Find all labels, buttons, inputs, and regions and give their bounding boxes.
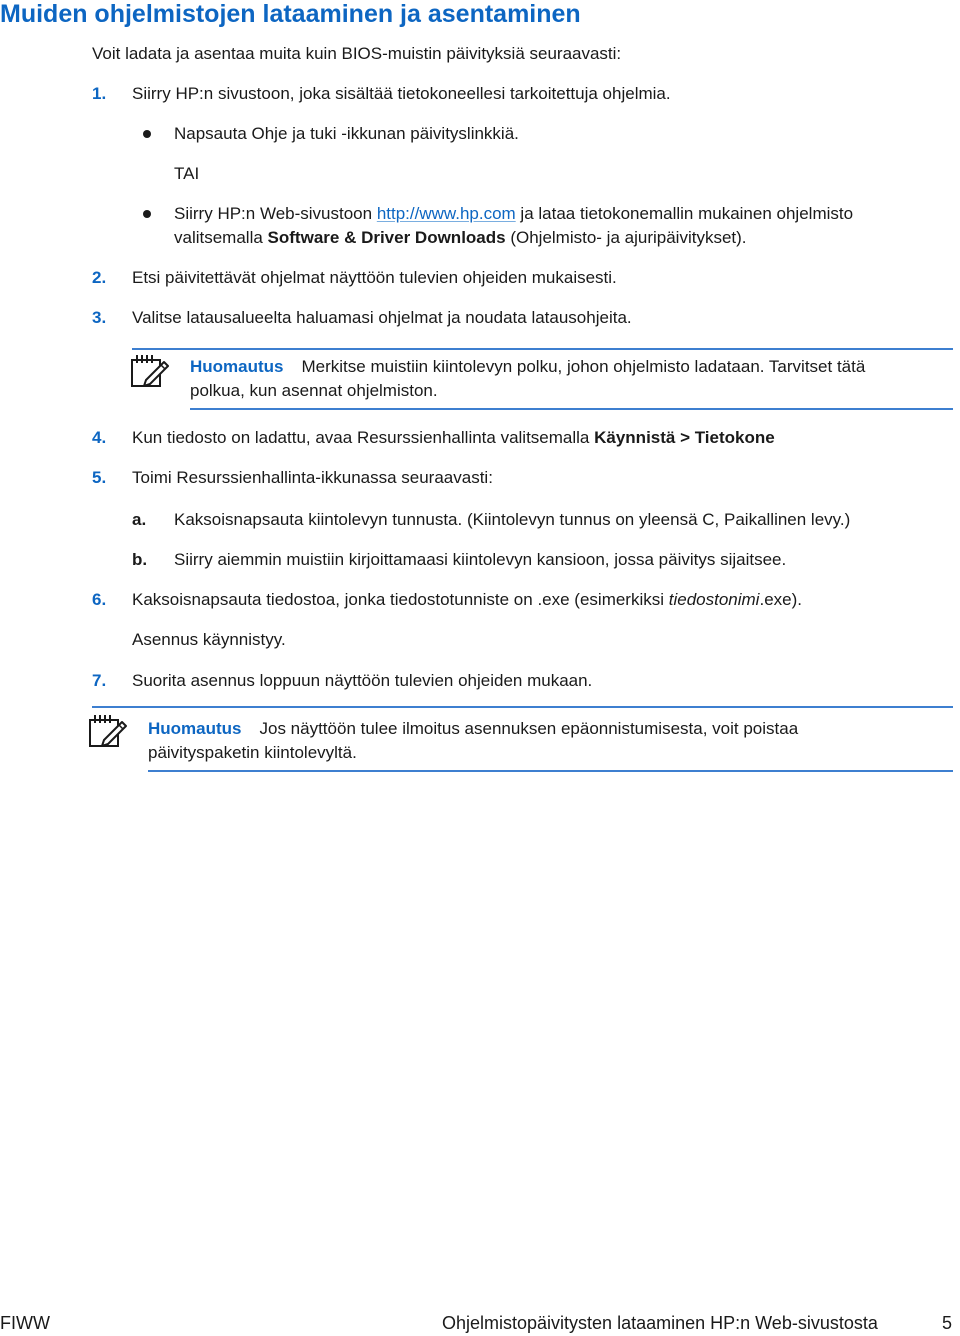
bullet-line2-pre: valitsemalla	[174, 228, 268, 247]
bullet-line2-post: (Ohjelmisto- ja ajuripäivitykset).	[505, 228, 747, 247]
step-text	[132, 588, 802, 612]
step-text: Etsi päivitettävät ohjelmat näyttöön tulevien ohjeiden mukaisesti.	[132, 268, 617, 287]
note-bottom-rule	[148, 770, 953, 772]
step-number: 5.	[92, 468, 107, 487]
hp-website-link[interactable]: http://www.hp.com	[376, 204, 516, 223]
note-pencil-icon	[130, 352, 170, 390]
step-text: Toimi Resurssienhallinta-ikkunassa seuraavasti:	[132, 468, 493, 487]
bullet-text-post: ja lataa tietokonemallin mukainen ohjelmisto	[515, 204, 854, 223]
substep-letter: b.	[132, 550, 148, 569]
note-pencil-icon	[88, 712, 128, 750]
bullet-line2-bold: Software & Driver Downloads	[267, 228, 506, 247]
note-label: Huomautus	[190, 357, 284, 376]
substep-text: Siirry aiemmin muistiin kirjoittamaasi kiintolevyn kansioon, jossa päivitys sijaitsee.	[174, 550, 787, 569]
page-title: Muiden ohjelmistojen lataaminen ja asentaminen	[0, 0, 581, 28]
footer-locale: FIWW	[0, 1313, 50, 1333]
bullet-text: Napsauta Ohje ja tuki -ikkunan päivityslinkkiä.	[174, 124, 519, 143]
step-number: 7.	[92, 671, 107, 690]
step-text-bold: Käynnistä > Tietokone	[594, 428, 775, 447]
step-number: 3.	[92, 308, 107, 327]
footer-page-number: 5	[942, 1313, 953, 1333]
step-text	[132, 426, 775, 450]
note-line2: päivityspaketin kiintolevyltä.	[148, 743, 357, 762]
note-top-rule	[132, 348, 953, 350]
bullet-text-pre: Siirry HP:n Web-sivustoon	[174, 204, 377, 223]
step-number: 6.	[92, 590, 107, 609]
bullet-text	[174, 202, 853, 226]
step-number: 4.	[92, 428, 107, 447]
note-line2: polkua, kun asennat ohjelmiston.	[190, 381, 438, 400]
note-text: Merkitse muistiin kiintolevyn polku, johon ohjelmisto ladataan. Tarvitset tätä	[301, 357, 866, 376]
bullet-icon	[143, 210, 151, 218]
step-number: 1.	[92, 84, 107, 103]
note-label: Huomautus	[148, 719, 242, 738]
substep-letter: a.	[132, 510, 147, 529]
intro-text: Voit ladata ja asentaa muita kuin BIOS-muistin päivityksiä seuraavasti:	[92, 44, 622, 63]
bullet-text-line2	[174, 226, 747, 250]
footer-section-title: Ohjelmistopäivitysten lataaminen HP:n Web-sivustosta	[442, 1313, 878, 1333]
step-follow-text: Asennus käynnistyy.	[132, 630, 286, 649]
note-bottom-rule	[190, 408, 953, 410]
substep-text: Kaksoisnapsauta kiintolevyn tunnusta. (Kiintolevyn tunnus on yleensä C, Paikallinen levy.)	[174, 510, 851, 529]
step-text-plain: Kun tiedosto on ladattu, avaa Resurssienhallinta valitsemalla	[132, 428, 595, 447]
or-text: TAI	[174, 164, 200, 183]
note-line1	[190, 355, 865, 379]
note-line1	[148, 717, 798, 741]
step-text: Suorita asennus loppuun näyttöön tulevien ohjeiden mukaan.	[132, 671, 593, 690]
step-number: 2.	[92, 268, 107, 287]
note-top-rule	[92, 706, 953, 708]
bullet-icon	[143, 130, 151, 138]
step-text-b: .exe).	[759, 590, 802, 609]
step-text-a: Kaksoisnapsauta tiedostoa, jonka tiedostotunniste on .exe (esimerkiksi	[132, 590, 669, 609]
step-text: Siirry HP:n sivustoon, joka sisältää tietokoneellesi tarkoitettuja ohjelmia.	[132, 84, 671, 103]
step-text: Valitse latausalueelta haluamasi ohjelmat ja noudata latausohjeita.	[132, 308, 632, 327]
note-text: Jos näyttöön tulee ilmoitus asennuksen epäonnistumisesta, voit poistaa	[259, 719, 799, 738]
step-text-italic: tiedostonimi	[668, 590, 760, 609]
